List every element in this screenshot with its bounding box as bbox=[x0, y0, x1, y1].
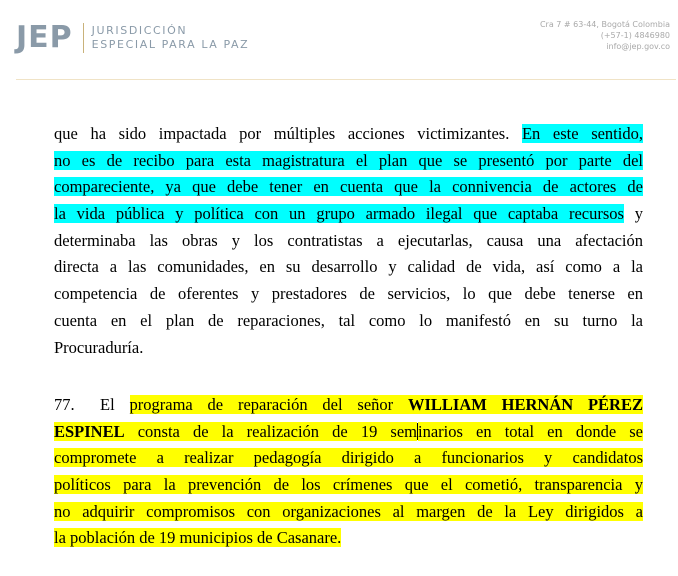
logo-mark: JEP bbox=[16, 20, 73, 55]
paragraph-1 bbox=[54, 121, 643, 361]
text-line bbox=[54, 392, 643, 419]
text-line bbox=[54, 445, 643, 472]
logo-line-1: JURISDICCIÓN bbox=[91, 24, 188, 37]
highlight-yellow: programa de reparación del señor bbox=[129, 395, 408, 414]
text-line: Procuraduría. bbox=[54, 337, 144, 357]
logo-separator bbox=[83, 23, 84, 53]
highlight-cyan: no es de recibo para esta magistratura el plan que se presentó por parte del bbox=[54, 150, 643, 170]
text-segment: El bbox=[100, 395, 130, 414]
text-segment: y bbox=[623, 204, 644, 224]
text-line bbox=[54, 525, 643, 552]
contact-email: info@jep.gov.co bbox=[606, 42, 670, 51]
highlight-yellow: compromete a realizar pedagogía dirigido a funcionarios y candidatos bbox=[54, 448, 643, 468]
contact-info bbox=[540, 19, 670, 52]
document-header bbox=[0, 0, 678, 82]
highlight-yellow: consta de la realización de 19 sem bbox=[124, 421, 418, 441]
text-line bbox=[54, 148, 643, 175]
text-line: determinaba las obras y los contratistas a ejecutarlas, causa una afectación bbox=[54, 230, 643, 250]
logo-line-2: ESPECIAL PARA LA PAZ bbox=[91, 38, 250, 51]
text-line: directa a las comunidades, en su desarrollo y calidad de vida, así como a la bbox=[54, 257, 643, 277]
text-line: cuenta en el plan de reparaciones, tal como lo manifestó en su turno la bbox=[54, 310, 643, 330]
jep-logo bbox=[16, 22, 249, 54]
highlight-cyan: En este sentido, bbox=[521, 124, 643, 143]
highlight-yellow-bold: ESPINEL bbox=[54, 421, 125, 441]
text-segment: que ha sido impactada por múltiples acciones victimizantes. bbox=[54, 124, 522, 143]
paragraph-number: 77. bbox=[54, 395, 75, 414]
highlight-yellow-bold: WILLIAM HERNÁN PÉREZ bbox=[407, 395, 643, 414]
text-line bbox=[54, 499, 643, 526]
text-line bbox=[54, 419, 643, 446]
highlight-yellow: la población de 19 municipios de Casanare. bbox=[54, 528, 342, 548]
highlight-yellow: políticos para la prevención de los crímenes que el cometió, transparencia y bbox=[54, 475, 643, 495]
text-line bbox=[54, 472, 643, 499]
highlight-yellow: no adquirir compromisos con organizaciones al margen de la Ley dirigidos a bbox=[54, 501, 643, 521]
highlight-cyan: la vida pública y política con un grupo armado ilegal que captaba recursos bbox=[54, 204, 624, 224]
header-divider bbox=[16, 79, 676, 80]
highlight-yellow: inarios en total en donde se bbox=[418, 421, 643, 441]
text-line bbox=[54, 121, 643, 148]
text-line bbox=[54, 174, 643, 201]
highlight-cyan: compareciente, ya que debe tener en cuenta que la connivencia de actores de bbox=[54, 177, 643, 197]
paragraph-2 bbox=[54, 392, 643, 552]
logo-text bbox=[92, 24, 250, 52]
text-line bbox=[54, 201, 643, 228]
contact-address: Cra 7 # 63-44, Bogotá Colombia bbox=[539, 20, 670, 29]
contact-phone: (+57-1) 4846980 bbox=[600, 31, 670, 40]
text-line: competencia de oferentes y prestadores de servicios, lo que debe tenerse en bbox=[54, 284, 643, 304]
